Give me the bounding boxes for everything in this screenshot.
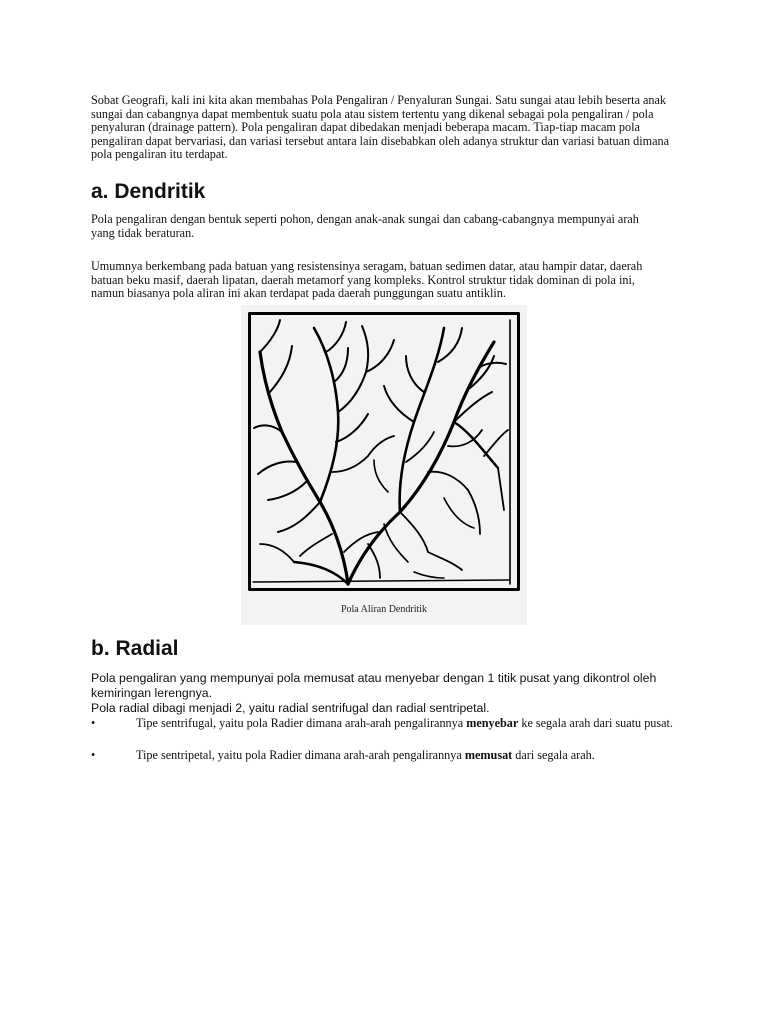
bullet-text-part: ke segala arah dari suatu pusat. <box>518 716 673 730</box>
bullet-text-part: Tipe sentripetal, yaitu pola Radier dimana arah-arah pengalirannya <box>136 748 465 762</box>
bullet-sentrifugal <box>91 716 679 731</box>
bullet-sentripetal-text <box>91 748 679 763</box>
bullet-sentrifugal-text <box>91 716 679 731</box>
radial-definition: Pola pengaliran yang mempunyai pola memusat atau menyebar dengan 1 titik pusat yang dikontrol oleh kemiringan lerengnya. <box>91 671 657 700</box>
bullet-dot: • <box>91 748 96 762</box>
radial-text-block <box>91 671 679 716</box>
bullet-text-part: dari segala arah. <box>512 748 595 762</box>
dendritik-definition: Pola pengaliran dengan bentuk seperti pohon, dengan anak-anak sungai dan cabang-cabangnya mempunyai arah yang tidak beraturan. <box>91 212 639 240</box>
bullet-text-part: Tipe sentrifugal, yaitu pola Radier dimana arah-arah pengalirannya <box>136 716 467 730</box>
figure-caption: Pola Aliran Dendritik <box>340 604 428 615</box>
dendritic-drainage-illustration <box>248 312 520 594</box>
radial-division: Pola radial dibagi menjadi 2, yaitu radial sentrifugal dan radial sentripetal. <box>91 701 490 715</box>
bullet-sentripetal <box>91 748 679 763</box>
intro-paragraph: Sobat Geografi, kali ini kita akan membahas Pola Pengaliran / Penyaluran Sungai. Satu sungai atau lebih beserta anak sungai dan cabangnya dapat membentuk suatu pola atau sistem tertentu yang dikenal sebagai pola pengaliran / pola penyaluran (drainage pattern). Pola pengaliran dapat dibedakan menjadi beberapa macam. Tiap-tiap macam pola pengaliran dapat bervariasi, dan variasi tersebut antara lain disebabkan oleh adanya struktur dan variasi batuan dimana pola pengaliran itu terdapat. <box>91 93 670 162</box>
dendritic-figure <box>241 305 527 625</box>
radial-heading: b. Radial <box>91 637 179 660</box>
dendritik-heading: a. Dendritik <box>91 180 206 203</box>
bullet-bold-term: memusat <box>464 748 513 762</box>
bullet-bold-term: menyebar <box>466 716 519 730</box>
dendritik-description: Umumnya berkembang pada batuan yang resistensinya seragam, batuan sedimen datar, atau hampir datar, daerah batuan beku masif, daerah lipatan, daerah metamorf yang kompleks. Kontrol struktur tidak dominan di pola ini, namun biasanya pola aliran ini akan terdapat pada daerah punggungan suatu antiklin. <box>91 259 643 301</box>
bullet-dot: • <box>91 716 96 730</box>
